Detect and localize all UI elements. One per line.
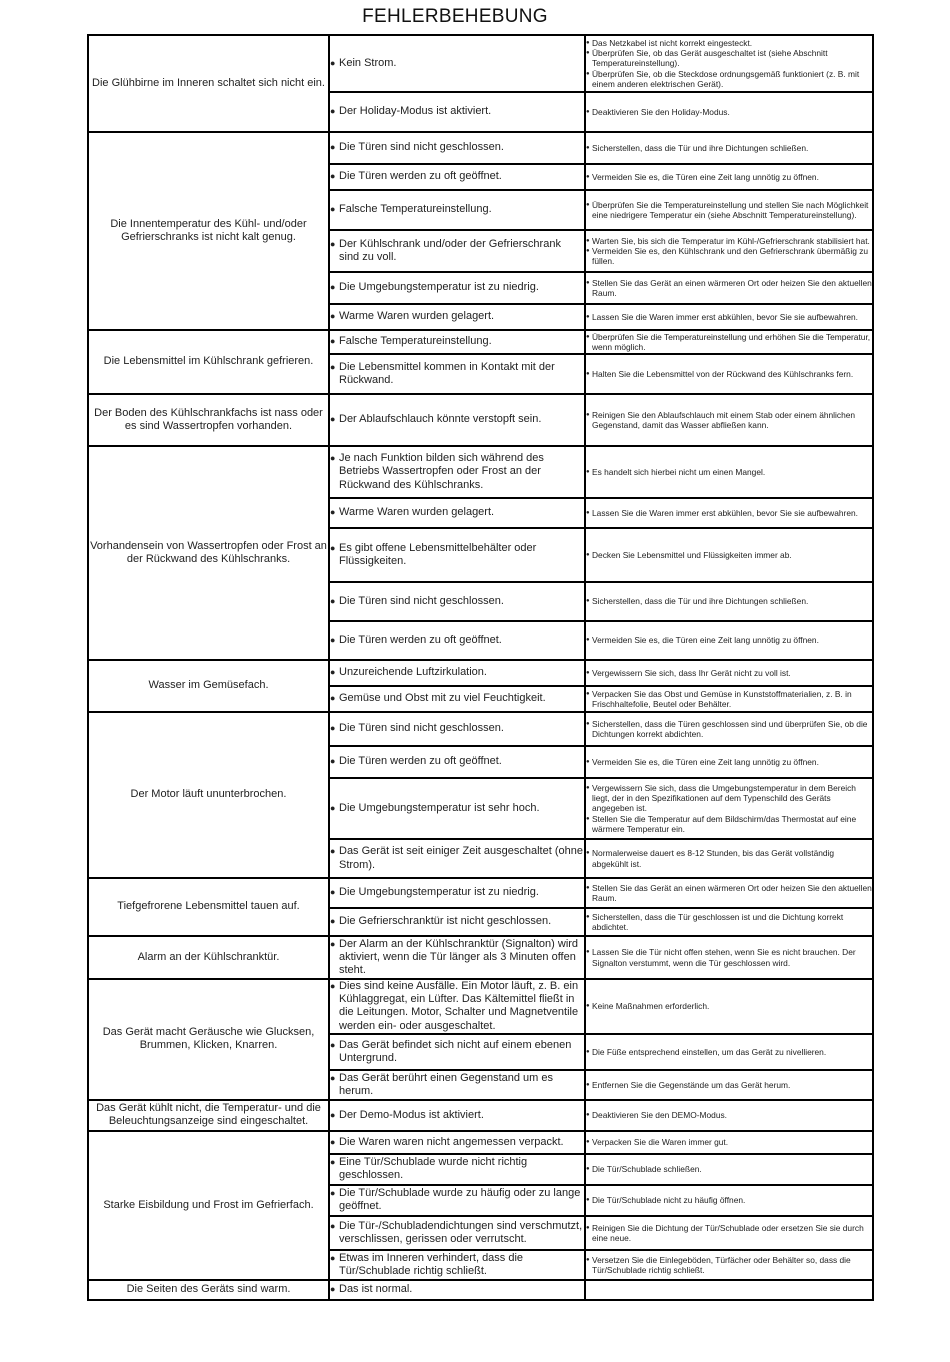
problem-cell: Tiefgefrorene Lebensmittel tauen auf. xyxy=(88,878,329,936)
solution-text: Vermeiden Sie es, die Türen eine Zeit lang unnötig zu öffnen. xyxy=(592,756,819,767)
cause-cell xyxy=(329,936,585,979)
cause-text: Gemüse und Obst mit zu viel Feuchtigkeit. xyxy=(339,692,546,705)
cause-cell xyxy=(329,498,585,528)
solution-cell xyxy=(585,272,873,304)
solution-text: Überprüfen Sie, ob das Gerät ausgeschaltet ist (siehe Abschnitt Temperatureinstellung). xyxy=(592,48,828,69)
solution-text: Vergewissern Sie sich, dass Ihr Gerät nicht zu voll ist. xyxy=(592,667,791,678)
bullet-icon: ● xyxy=(586,313,590,320)
cause-text: Die Türen werden zu oft geöffnet. xyxy=(339,170,502,183)
bullet-icon: ● xyxy=(330,916,336,927)
bullet-icon: ● xyxy=(586,468,590,475)
solution-text: Stellen Sie das Gerät an einen wärmeren Ort oder heizen Sie den aktuellen Raum. xyxy=(592,882,872,903)
solution-text: Die Tür/Schublade nicht zu häufig öffnen. xyxy=(592,1195,746,1206)
bullet-icon: ● xyxy=(330,142,336,153)
solution-text: Reinigen Sie die Dichtung der Tür/Schublade oder ersetzen Sie sie durch eine neue. xyxy=(592,1222,864,1243)
table-row xyxy=(88,1100,873,1131)
table-row xyxy=(88,936,873,979)
cause-text: Falsche Temperatureinstellung. xyxy=(339,203,492,216)
bullet-icon: ● xyxy=(330,1284,336,1295)
problem-cell: Der Motor läuft ununterbrochen. xyxy=(88,712,329,878)
bullet-icon: ● xyxy=(586,1166,590,1173)
bullet-icon: ● xyxy=(586,884,590,891)
cause-text: Dies sind keine Ausfälle. Ein Motor läuft, z. B. ein Kühlaggregat, ein Lüfter. Das Kältemittel fließt in die Leitungen. Motor, Schalter und Magnetventile werden ein- oder ausgeschaltet. xyxy=(339,980,579,1032)
solution-text: Deaktivieren Sie den Holiday-Modus. xyxy=(592,106,730,117)
bullet-icon: ● xyxy=(330,1136,336,1147)
bullet-icon: ● xyxy=(586,913,590,920)
solution-text: Sicherstellen, dass die Tür und ihre Dichtungen schließen. xyxy=(592,596,809,607)
solution-cell xyxy=(585,528,873,582)
solution-text: Lassen Sie die Waren immer erst abkühlen, bevor Sie sie aufbewahren. xyxy=(592,311,858,322)
cause-text: Das Gerät befindet sich nicht auf einem ebenen Untergrund. xyxy=(339,1038,572,1064)
cause-text: Die Türen werden zu oft geöffnet. xyxy=(339,633,502,646)
cause-cell xyxy=(329,304,585,330)
bullet-icon: ● xyxy=(330,171,336,182)
table-row xyxy=(88,878,873,908)
solution-cell xyxy=(585,1185,873,1216)
bullet-icon: ● xyxy=(586,949,590,956)
bullet-icon: ● xyxy=(586,333,590,340)
solution-text: Keine Maßnahmen erforderlich. xyxy=(592,1001,710,1012)
problem-cell: Die Seiten des Geräts sind warm. xyxy=(88,1280,329,1300)
problem-cell: Die Innentemperatur des Kühl- und/oder Gefrierschranks ist nicht kalt genug. xyxy=(88,132,329,330)
cause-cell xyxy=(329,746,585,778)
cause-text: Die Umgebungstemperatur ist zu niedrig. xyxy=(339,886,539,899)
solution-cell xyxy=(585,839,873,878)
solution-cell xyxy=(585,35,873,92)
cause-text: Der Alarm an der Kühlschranktür (Signalton) wird aktiviert, wenn die Tür länger als 3 Minuten offen steht. xyxy=(339,937,579,977)
bullet-icon: ● xyxy=(586,1003,590,1010)
solution-text: Die Füße entsprechend einstellen, um das Gerät zu nivellieren. xyxy=(592,1046,827,1057)
bullet-icon: ● xyxy=(586,815,590,822)
bullet-icon: ● xyxy=(586,669,590,676)
solution-text: Normalerweise dauert es 8-12 Stunden, bis das Gerät vollständig abgekühlt ist. xyxy=(592,848,835,869)
cause-cell xyxy=(329,190,585,230)
cause-text: Die Türen sind nicht geschlossen. xyxy=(339,722,504,735)
cause-cell xyxy=(329,878,585,908)
bullet-icon: ● xyxy=(330,1220,336,1231)
bullet-icon: ● xyxy=(330,1157,336,1168)
bullet-icon: ● xyxy=(330,542,336,553)
cause-text: Die Tür-/Schubladendichtungen sind verschmutzt, verschlissen, gerissen oder verrutscht. xyxy=(339,1219,583,1245)
cause-text: Es gibt offene Lebensmittelbehälter oder Flüssigkeiten. xyxy=(339,541,537,567)
bullet-icon: ● xyxy=(586,370,590,377)
solution-cell xyxy=(585,190,873,230)
cause-text: Die Waren waren nicht angemessen verpackt. xyxy=(339,1135,564,1148)
bullet-icon: ● xyxy=(330,667,336,678)
cause-cell xyxy=(329,582,585,621)
cause-cell xyxy=(329,1154,585,1185)
cause-text: Unzureichende Luftzirkulation. xyxy=(339,666,487,679)
bullet-icon: ● xyxy=(330,981,336,991)
cause-cell xyxy=(329,908,585,936)
table-row xyxy=(88,132,873,164)
cause-cell xyxy=(329,686,585,712)
bullet-icon: ● xyxy=(330,282,336,293)
bullet-icon: ● xyxy=(586,1048,590,1055)
solution-text: Vermeiden Sie es, die Türen eine Zeit lang unnötig zu öffnen. xyxy=(592,171,819,182)
solution-text: Reinigen Sie den Ablaufschlauch mit einem Stab oder einem ähnlichen Gegenstand, damit das Wasser abfließen kann. xyxy=(592,409,856,430)
bullet-icon: ● xyxy=(330,453,336,464)
problem-cell: Starke Eisbildung und Frost im Gefrierfach. xyxy=(88,1131,329,1280)
bullet-icon: ● xyxy=(586,551,590,558)
cause-text: Das ist normal. xyxy=(339,1283,413,1296)
solution-cell xyxy=(585,92,873,132)
cause-cell xyxy=(329,1216,585,1250)
solution-cell xyxy=(585,1070,873,1100)
cause-text: Die Lebensmittel kommen in Kontakt mit der Rückwand. xyxy=(339,360,555,386)
bullet-icon: ● xyxy=(330,595,336,606)
bullet-icon: ● xyxy=(586,237,590,244)
solution-text: Warten Sie, bis sich die Temperatur im Kühl-/Gefrierschrank stabilisiert hat. xyxy=(592,235,870,246)
cause-text: Warme Waren wurden gelagert. xyxy=(339,506,495,519)
solution-text: Versetzen Sie die Einlegeböden, Türfächer oder Behälter so, dass die Tür/Schublade richtig schließt. xyxy=(592,1254,851,1275)
solution-cell xyxy=(585,164,873,190)
bullet-icon: ● xyxy=(330,693,336,704)
cause-text: Eine Tür/Schublade wurde nicht richtig geschlossen. xyxy=(339,1156,528,1182)
solution-cell xyxy=(585,746,873,778)
cause-cell xyxy=(329,660,585,686)
cause-cell xyxy=(329,1185,585,1216)
bullet-icon: ● xyxy=(586,1224,590,1231)
cause-cell xyxy=(329,272,585,304)
solution-cell xyxy=(585,712,873,746)
bullet-icon: ● xyxy=(586,279,590,286)
table-row xyxy=(88,1280,873,1300)
solution-text: Stellen Sie das Gerät an einen wärmeren Ort oder heizen Sie den aktuellen Raum. xyxy=(592,277,872,298)
solution-text: Vermeiden Sie es, die Türen eine Zeit lang unnötig zu öffnen. xyxy=(592,635,819,646)
solution-text: Deaktivieren Sie den DEMO-Modus. xyxy=(592,1110,727,1121)
cause-text: Die Umgebungstemperatur ist sehr hoch. xyxy=(339,801,540,814)
solution-text: Stellen Sie die Temperatur auf dem Bildschirm/das Thermostat auf eine wärmere Temperatur ein. xyxy=(592,813,857,834)
solution-cell xyxy=(585,1034,873,1070)
solution-text: Das Netzkabel ist nicht korrekt eingesteckt. xyxy=(592,38,753,49)
solution-cell xyxy=(585,330,873,354)
solution-cell xyxy=(585,498,873,528)
solution-text: Lassen Sie die Waren immer erst abkühlen, bevor Sie sie aufbewahren. xyxy=(592,507,858,518)
table-row xyxy=(88,330,873,354)
cause-text: Der Holiday-Modus ist aktiviert. xyxy=(339,105,492,118)
solution-cell xyxy=(585,660,873,686)
table-row xyxy=(88,1131,873,1154)
problem-cell: Alarm an der Kühlschranktür. xyxy=(88,936,329,979)
cause-text: Je nach Funktion bilden sich während des Betriebs Wassertropfen oder Frost an der Rückwand des Kühlschranks. xyxy=(339,452,544,491)
solution-text: Vermeiden Sie es, den Kühlschrank und den Gefrierschrank übermäßig zu füllen. xyxy=(592,245,869,267)
bullet-icon: ● xyxy=(586,758,590,765)
solution-text: Decken Sie Lebensmittel und Flüssigkeiten immer ab. xyxy=(592,549,792,560)
bullet-icon: ● xyxy=(586,247,590,254)
bullet-icon: ● xyxy=(586,1256,590,1263)
cause-cell xyxy=(329,230,585,272)
page-title: FEHLERBEHEBUNG xyxy=(362,6,548,27)
solution-text: Halten Sie die Lebensmittel von der Rückwand des Kühlschranks fern. xyxy=(592,368,854,379)
bullet-icon: ● xyxy=(330,938,336,949)
bullet-icon: ● xyxy=(586,108,590,115)
bullet-icon: ● xyxy=(586,637,590,644)
cause-cell xyxy=(329,1034,585,1070)
cause-cell xyxy=(329,712,585,746)
solution-text: Überprüfen Sie die Temperatureinstellung und erhöhen Sie die Temperatur, wenn möglich. xyxy=(592,331,871,352)
table-row xyxy=(88,35,873,92)
bullet-icon: ● xyxy=(586,690,590,697)
problem-cell: Der Boden des Kühlschrankfachs ist nass oder es sind Wassertropfen vorhanden. xyxy=(88,394,329,446)
cause-text: Der Ablaufschlauch könnte verstopft sein. xyxy=(339,413,542,426)
bullet-icon: ● xyxy=(330,723,336,734)
bullet-icon: ● xyxy=(330,311,336,322)
cause-cell xyxy=(329,778,585,839)
solution-cell xyxy=(585,354,873,394)
bullet-icon: ● xyxy=(330,238,336,249)
bullet-icon: ● xyxy=(330,634,336,645)
solution-text: Die Tür/Schublade schließen. xyxy=(592,1164,702,1175)
cause-cell xyxy=(329,839,585,878)
table-row xyxy=(88,394,873,446)
cause-cell xyxy=(329,1070,585,1100)
bullet-icon: ● xyxy=(586,850,590,857)
solution-cell xyxy=(585,1131,873,1154)
problem-cell: Wasser im Gemüsefach. xyxy=(88,660,329,712)
solution-cell xyxy=(585,1154,873,1185)
solution-text: Lassen Sie die Tür nicht offen stehen, wenn Sie es nicht brauchen. Der Signalton verstummt, wenn die Tür geschlossen wird. xyxy=(592,947,856,968)
cause-text: Der Kühlschrank und/oder der Gefrierschrank sind zu voll. xyxy=(339,237,561,263)
cause-cell xyxy=(329,528,585,582)
cause-text: Etwas im Inneren verhindert, dass die Tür/Schublade richtig schließt. xyxy=(339,1251,524,1277)
bullet-icon: ● xyxy=(586,1139,590,1146)
table-row xyxy=(88,660,873,686)
bullet-icon: ● xyxy=(586,509,590,516)
bullet-icon: ● xyxy=(330,1072,336,1083)
bullet-icon: ● xyxy=(586,201,590,208)
solution-text: Vergewissern Sie sich, dass die Umgebungstemperatur in dem Bereich liegt, der in den Spezifikationen auf dem Typenschild des Geräts angegeben ist. xyxy=(592,783,856,814)
bullet-icon: ● xyxy=(330,756,336,767)
bullet-icon: ● xyxy=(586,1112,590,1119)
cause-text: Die Gefrierschranktür ist nicht geschlossen. xyxy=(339,915,552,928)
bullet-icon: ● xyxy=(330,204,336,215)
problem-cell: Das Gerät macht Geräusche wie Glucksen, Brummen, Klicken, Knarren. xyxy=(88,979,329,1100)
cause-cell xyxy=(329,354,585,394)
bullet-icon: ● xyxy=(330,106,336,117)
cause-cell xyxy=(329,132,585,164)
bullet-icon: ● xyxy=(330,57,336,68)
bullet-icon: ● xyxy=(586,720,590,727)
cause-text: Kein Strom. xyxy=(339,56,397,69)
bullet-icon: ● xyxy=(586,50,590,57)
solution-cell xyxy=(585,394,873,446)
cause-text: Das Gerät ist seit einiger Zeit ausgeschaltet (ohne Strom). xyxy=(339,845,583,871)
cause-cell xyxy=(329,92,585,132)
cause-cell xyxy=(329,1100,585,1131)
solution-text: Sicherstellen, dass die Türen geschlossen sind und überprüfen Sie, ob die Dichtungen korrekt abdichten. xyxy=(592,718,868,739)
solution-text: Überprüfen Sie, ob die Steckdose ordnungsgemäß funktioniert (z. B. mit einem anderen elektrischen Gerät). xyxy=(592,68,860,89)
bullet-icon: ● xyxy=(586,70,590,77)
solution-cell xyxy=(585,878,873,908)
bullet-icon: ● xyxy=(330,1109,336,1120)
bullet-icon: ● xyxy=(586,144,590,151)
bullet-icon: ● xyxy=(330,802,336,813)
cause-cell xyxy=(329,621,585,660)
cause-cell xyxy=(329,446,585,498)
solution-cell xyxy=(585,582,873,621)
problem-cell: Das Gerät kühlt nicht, die Temperatur- und die Beleuchtungsanzeige sind eingeschaltet. xyxy=(88,1100,329,1131)
solution-cell xyxy=(585,908,873,936)
solution-cell xyxy=(585,1280,873,1300)
cause-text: Das Gerät berührt einen Gegenstand um es herum. xyxy=(339,1071,554,1097)
cause-text: Die Türen werden zu oft geöffnet. xyxy=(339,755,502,768)
bullet-icon: ● xyxy=(586,598,590,605)
bullet-icon: ● xyxy=(586,40,590,47)
solution-text: Überprüfen Sie die Temperatureinstellung und stellen Sie nach Möglichkeit eine niedrigere Temperatur ein (siehe Abschnitt Temperatureinstellung). xyxy=(592,199,869,220)
bullet-icon: ● xyxy=(330,846,336,857)
solution-cell xyxy=(585,132,873,164)
solution-cell xyxy=(585,1216,873,1250)
bullet-icon: ● xyxy=(586,785,590,792)
solution-cell xyxy=(585,1100,873,1131)
solution-cell xyxy=(585,304,873,330)
bullet-icon: ● xyxy=(586,1197,590,1204)
bullet-icon: ● xyxy=(330,1039,336,1050)
solution-cell xyxy=(585,621,873,660)
cause-cell xyxy=(329,164,585,190)
bullet-icon: ● xyxy=(586,173,590,180)
bullet-icon: ● xyxy=(330,1252,336,1263)
solution-text: Entfernen Sie die Gegenstände um das Gerät herum. xyxy=(592,1079,791,1090)
bullet-icon: ● xyxy=(586,411,590,418)
solution-text: Verpacken Sie das Obst und Gemüse in Kunststoffmaterialien, z. B. in Frischhaltefolie, Beutel oder Behälter. xyxy=(592,688,852,709)
cause-cell xyxy=(329,1250,585,1280)
solution-text: Verpacken Sie die Waren immer gut. xyxy=(592,1137,729,1148)
solution-text: Sicherstellen, dass die Tür geschlossen ist und die Dichtung korrekt abdichtet. xyxy=(592,911,844,932)
cause-text: Die Türen sind nicht geschlossen. xyxy=(339,141,504,154)
cause-text: Die Türen sind nicht geschlossen. xyxy=(339,594,504,607)
cause-text: Warme Waren wurden gelagert. xyxy=(339,310,495,323)
cause-text: Der Demo-Modus ist aktiviert. xyxy=(339,1108,484,1121)
solution-cell xyxy=(585,1250,873,1280)
table-row xyxy=(88,446,873,498)
cause-cell xyxy=(329,35,585,92)
solution-cell xyxy=(585,230,873,272)
solution-text: Sicherstellen, dass die Tür und ihre Dichtungen schließen. xyxy=(592,142,809,153)
solution-cell xyxy=(585,778,873,839)
bullet-icon: ● xyxy=(330,887,336,898)
solution-cell xyxy=(585,686,873,712)
cause-text: Die Umgebungstemperatur ist zu niedrig. xyxy=(339,281,539,294)
cause-cell xyxy=(329,1280,585,1300)
bullet-icon: ● xyxy=(330,1188,336,1199)
bullet-icon: ● xyxy=(586,1081,590,1088)
solution-text: Es handelt sich hierbei nicht um einen Mangel. xyxy=(592,466,766,477)
bullet-icon: ● xyxy=(330,507,336,518)
cause-cell xyxy=(329,330,585,354)
solution-cell xyxy=(585,979,873,1034)
problem-cell: Vorhandensein von Wassertropfen oder Frost an der Rückwand des Kühlschranks. xyxy=(88,446,329,660)
cause-text: Die Tür/Schublade wurde zu häufig oder zu lange geöffnet. xyxy=(339,1187,581,1213)
troubleshooting-table xyxy=(87,34,874,1301)
bullet-icon: ● xyxy=(330,336,336,347)
table-row xyxy=(88,979,873,1034)
cause-cell xyxy=(329,1131,585,1154)
cause-text: Falsche Temperatureinstellung. xyxy=(339,335,492,348)
solution-cell xyxy=(585,936,873,979)
problem-cell: Die Glühbirne im Inneren schaltet sich nicht ein. xyxy=(88,35,329,132)
bullet-icon: ● xyxy=(330,361,336,372)
bullet-icon: ● xyxy=(330,414,336,425)
cause-cell xyxy=(329,979,585,1034)
table-row xyxy=(88,712,873,746)
solution-cell xyxy=(585,446,873,498)
problem-cell: Die Lebensmittel im Kühlschrank gefrieren. xyxy=(88,330,329,394)
cause-cell xyxy=(329,394,585,446)
